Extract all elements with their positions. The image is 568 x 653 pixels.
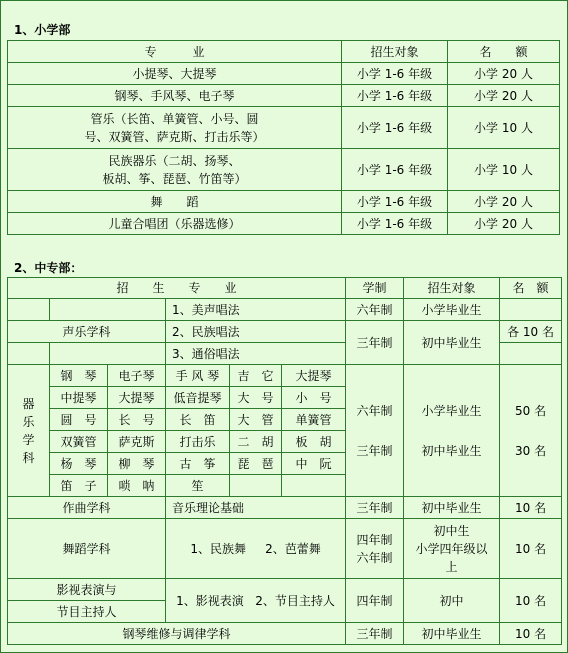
instrument-cell: 长 笛 (166, 409, 230, 431)
instrument-system-three: 三年制 (356, 443, 393, 458)
primary-major: 小提琴、大提琴 (8, 63, 342, 85)
dance-target (404, 519, 500, 579)
dance-target-line: 小学四年级以 (415, 541, 488, 556)
film-name: 影视表演与 (8, 579, 166, 601)
instrument-cell: 低音提琴 (166, 387, 230, 409)
film-item: 2、节目主持人 (255, 593, 335, 608)
vocal-item: 3、通俗唱法 (166, 343, 346, 365)
instrument-name (8, 365, 50, 497)
composition-quota: 10 名 (500, 497, 562, 519)
empty-cell (500, 299, 562, 321)
primary-major-line: 管乐（长笛、单簧管、小号、圆 (90, 111, 259, 126)
instrument-cell: 古 筝 (166, 453, 230, 475)
instrument-target (404, 365, 500, 497)
dance-item: 1、民族舞 (190, 541, 246, 556)
primary-quota: 小学 20 人 (448, 191, 560, 213)
primary-major: 钢琴、手风琴、电子琴 (8, 85, 342, 107)
piano-name: 钢琴维修与调律学科 (8, 623, 346, 645)
primary-quota: 小学 20 人 (448, 63, 560, 85)
dance-target-line: 上 (445, 559, 458, 574)
instrument-cell: 笙 (166, 475, 230, 497)
instrument-quota-three: 30 名 (515, 443, 547, 458)
instrument-name-char: 器 (22, 396, 35, 411)
primary-target: 小学 1-6 年级 (342, 149, 448, 191)
instrument-quota (500, 365, 562, 497)
primary-major-line: 民族器乐（二胡、扬琴、 (108, 153, 241, 168)
primary-header-target: 招生对象 (342, 41, 448, 63)
spacer (406, 420, 497, 442)
instrument-cell: 打击乐 (166, 431, 230, 453)
empty-cell (50, 299, 166, 321)
instrument-cell: 长 号 (108, 409, 166, 431)
primary-target: 小学 1-6 年级 (342, 191, 448, 213)
primary-quota: 小学 10 人 (448, 149, 560, 191)
instrument-target-six: 小学毕业生 (421, 403, 482, 418)
primary-major: 舞 蹈 (8, 191, 342, 213)
instrument-cell: 钢 琴 (50, 365, 108, 387)
spacer (348, 420, 401, 442)
instrument-target-three: 初中毕业生 (421, 443, 482, 458)
instrument-cell: 二 胡 (230, 431, 282, 453)
instrument-name-char: 学 (22, 432, 35, 447)
dance-quota: 10 名 (500, 519, 562, 579)
instrument-cell: 大 管 (230, 409, 282, 431)
primary-header-quota: 名 额 (448, 41, 560, 63)
instrument-cell: 双簧管 (50, 431, 108, 453)
film-item: 1、影视表演 (176, 593, 244, 608)
dance-system-line: 四年制 (356, 532, 393, 547)
instrument-cell: 中 阮 (282, 453, 346, 475)
primary-quota: 小学 10 人 (448, 107, 560, 149)
empty-cell (230, 475, 282, 497)
primary-major-line: 板胡、筝、琵琶、竹笛等） (102, 171, 247, 186)
instrument-cell: 唢 呐 (108, 475, 166, 497)
composition-target: 初中毕业生 (404, 497, 500, 519)
instrument-cell: 笛 子 (50, 475, 108, 497)
secondary-table (7, 277, 562, 645)
instrument-quota-six: 50 名 (515, 403, 547, 418)
vocal-quota: 各 10 名 (500, 321, 562, 343)
secondary-section-title: 2、中专部： (14, 261, 83, 275)
instrument-cell: 吉 它 (230, 365, 282, 387)
vocal-target: 初中毕业生 (404, 321, 500, 365)
vocal-item: 1、美声唱法 (166, 299, 346, 321)
film-name: 节目主持人 (8, 601, 166, 623)
composition-name: 作曲学科 (8, 497, 166, 519)
instrument-cell: 琵 琶 (230, 453, 282, 475)
empty-cell (500, 343, 562, 365)
dance-item: 2、芭蕾舞 (265, 541, 321, 556)
piano-system: 三年制 (346, 623, 404, 645)
instrument-system (346, 365, 404, 497)
secondary-header-major: 招 生 专 业 (8, 278, 346, 299)
secondary-header-system: 学制 (346, 278, 404, 299)
primary-quota: 小学 20 人 (448, 85, 560, 107)
film-items (166, 579, 346, 623)
instrument-cell: 板 胡 (282, 431, 346, 453)
instrument-cell: 单簧管 (282, 409, 346, 431)
piano-quota: 10 名 (500, 623, 562, 645)
primary-target: 小学 1-6 年级 (342, 213, 448, 235)
vocal-system: 三年制 (346, 321, 404, 365)
primary-major: 儿童合唱团（乐器选修） (8, 213, 342, 235)
dance-system-line: 六年制 (356, 550, 393, 565)
primary-target: 小学 1-6 年级 (342, 85, 448, 107)
instrument-cell: 大提琴 (282, 365, 346, 387)
primary-major-line: 号、双簧管、萨克斯、打击乐等） (84, 129, 265, 144)
film-quota: 10 名 (500, 579, 562, 623)
empty-cell (8, 299, 50, 321)
instrument-cell: 圆 号 (50, 409, 108, 431)
primary-table (7, 40, 560, 235)
piano-target: 初中毕业生 (404, 623, 500, 645)
film-target: 初中 (404, 579, 500, 623)
instrument-cell: 手 风 琴 (166, 365, 230, 387)
instrument-name-char: 科 (22, 450, 35, 465)
dance-name: 舞蹈学科 (8, 519, 166, 579)
primary-header-major: 专 业 (8, 41, 342, 63)
instrument-cell: 萨克斯 (108, 431, 166, 453)
film-system: 四年制 (346, 579, 404, 623)
instrument-cell: 大提琴 (108, 387, 166, 409)
instrument-cell: 大 号 (230, 387, 282, 409)
primary-major (8, 149, 342, 191)
primary-target: 小学 1-6 年级 (342, 63, 448, 85)
dance-system (346, 519, 404, 579)
primary-quota: 小学 20 人 (448, 213, 560, 235)
primary-section-title: 1、小学部 (14, 23, 71, 37)
composition-system: 三年制 (346, 497, 404, 519)
instrument-cell: 柳 琴 (108, 453, 166, 475)
instrument-cell: 中提琴 (50, 387, 108, 409)
instrument-cell: 小 号 (282, 387, 346, 409)
primary-major (8, 107, 342, 149)
empty-cell (50, 343, 166, 365)
empty-cell (282, 475, 346, 497)
vocal-system: 六年制 (346, 299, 404, 321)
dance-items (166, 519, 346, 579)
vocal-item: 2、民族唱法 (166, 321, 346, 343)
secondary-header-quota: 名 额 (500, 278, 562, 299)
instrument-name-char: 乐 (22, 414, 35, 429)
vocal-name: 声乐学科 (8, 321, 166, 343)
vocal-target: 小学毕业生 (404, 299, 500, 321)
composition-item: 音乐理论基础 (166, 497, 346, 519)
spacer (502, 420, 559, 442)
instrument-cell: 电子琴 (108, 365, 166, 387)
empty-cell (8, 343, 50, 365)
instrument-cell: 杨 琴 (50, 453, 108, 475)
instrument-system-six: 六年制 (356, 403, 393, 418)
primary-target: 小学 1-6 年级 (342, 107, 448, 149)
secondary-header-target: 招生对象 (404, 278, 500, 299)
dance-target-line: 初中生 (433, 523, 470, 538)
